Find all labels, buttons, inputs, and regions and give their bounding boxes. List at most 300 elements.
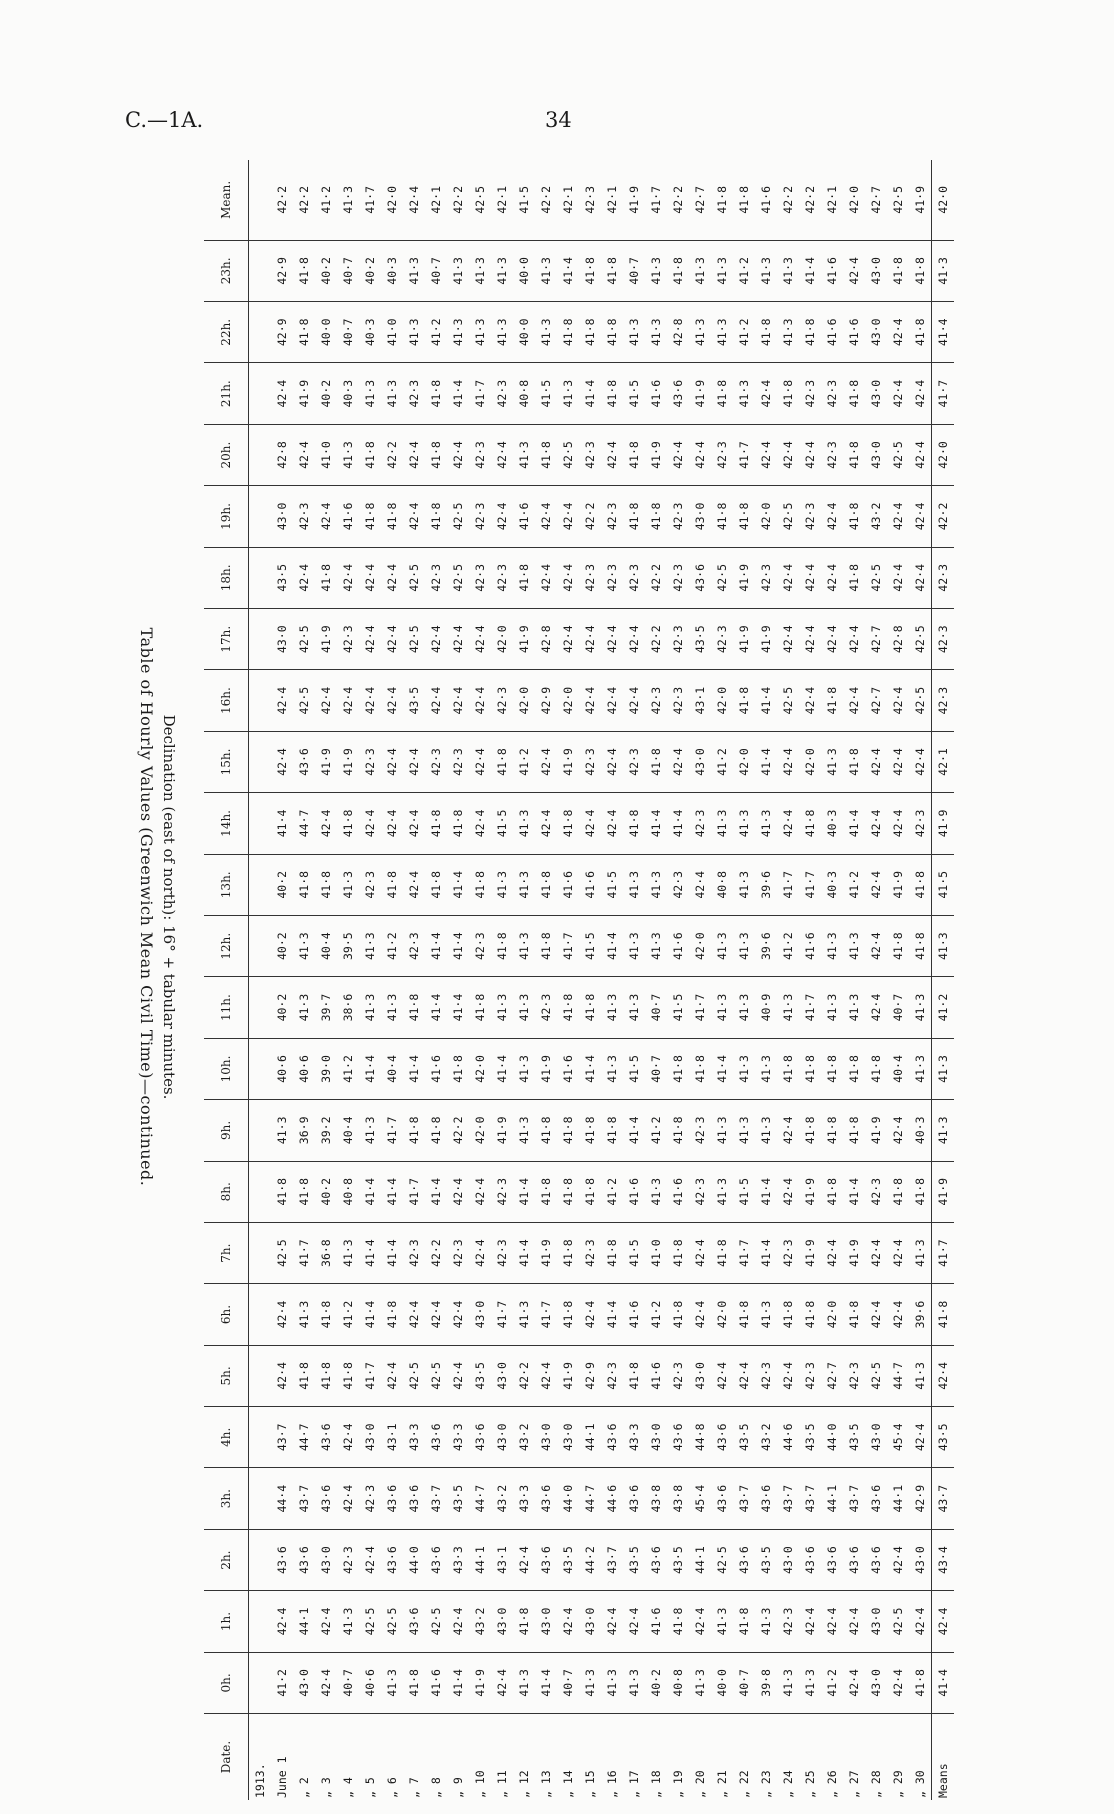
table-cell: 42·3 [403, 363, 425, 424]
table-cell: 42·3 [777, 1591, 799, 1652]
means-row [932, 160, 955, 1800]
table-cell: 41·6 [645, 363, 667, 424]
table-cell: 42·5 [425, 1591, 447, 1652]
table-cell: 42·4 [557, 547, 579, 608]
column-header: 5h. [204, 1345, 249, 1406]
table-cell: 41·6 [425, 1652, 447, 1713]
table-cell: 41·6 [645, 1345, 667, 1406]
table-cell: 43·6 [381, 1468, 403, 1529]
table-cell: 41·3 [623, 854, 645, 915]
table-cell: 42·3 [932, 547, 955, 608]
table-cell: 42·3 [623, 731, 645, 792]
table-cell: 41·8 [557, 793, 579, 854]
table-cell: 43·6 [667, 363, 689, 424]
table-cell: 43·7 [777, 1468, 799, 1529]
table-cell: 42·4 [579, 793, 601, 854]
table-cell: 43·6 [271, 1529, 293, 1590]
table-cell: 44·7 [293, 793, 315, 854]
table-cell: 41·3 [932, 1100, 955, 1161]
table-cell: 41·8 [315, 854, 337, 915]
table-cell: 41·3 [513, 977, 535, 1038]
table-cell: 41·9 [535, 1038, 557, 1099]
table-row [491, 160, 513, 1800]
table-cell: 43·6 [623, 1468, 645, 1529]
table-cell: „ 19 [671, 1770, 685, 1798]
table-cell: 42·1 [491, 160, 513, 240]
table-cell: 42·2 [667, 160, 689, 240]
table-cell: 42·4 [887, 1652, 909, 1713]
table-cell: 42·0 [689, 915, 711, 976]
column-header: 10h. [204, 1038, 249, 1099]
table-cell: „ 27 [847, 1770, 861, 1798]
table-cell: 41·4 [755, 731, 777, 792]
table-cell: 43·3 [447, 1529, 469, 1590]
table-cell: 40·6 [271, 1038, 293, 1099]
table-cell: 43·5 [447, 1468, 469, 1529]
table-cell: 42·1 [601, 160, 623, 240]
table-cell: 41·9 [689, 363, 711, 424]
table-cell: 42·5 [381, 1591, 403, 1652]
table-cell: 41·8 [623, 424, 645, 485]
table-cell: 41·3 [711, 793, 733, 854]
table-cell: 41·3 [909, 1345, 932, 1406]
table-cell: 41·4 [403, 1038, 425, 1099]
table-cell: 41·8 [777, 1284, 799, 1345]
table-cell: 42·4 [689, 1284, 711, 1345]
table-cell: 39·2 [315, 1100, 337, 1161]
table-cell: 36·9 [293, 1100, 315, 1161]
table-cell: 42·7 [865, 160, 887, 240]
table-cell: 42·0 [711, 1284, 733, 1345]
table-cell: 41·8 [865, 1038, 887, 1099]
table-cell: 42·0 [491, 609, 513, 670]
table-cell: 43·0 [469, 1284, 491, 1345]
table-cell: 42·4 [535, 1345, 557, 1406]
table-cell: 41·8 [843, 547, 865, 608]
table-cell: 41·5 [733, 1161, 755, 1222]
table-cell: 41·3 [469, 302, 491, 363]
table-cell: 41·8 [601, 1100, 623, 1161]
table-cell: 41·8 [755, 302, 777, 363]
table-cell: 41·9 [755, 609, 777, 670]
table-cell: 42·3 [689, 1161, 711, 1222]
table-cell: 42·3 [337, 609, 359, 670]
table-cell: 41·3 [932, 240, 955, 301]
table-cell: 41·8 [293, 240, 315, 301]
table-cell: 42·2 [535, 160, 557, 240]
table-cell: 41·8 [337, 1345, 359, 1406]
table-cell: 44·0 [557, 1468, 579, 1529]
table-cell: 39·7 [315, 977, 337, 1038]
table-cell: 41·9 [469, 1652, 491, 1713]
table-cell: 41·2 [513, 731, 535, 792]
table-cell: 41·9 [557, 731, 579, 792]
table-cell: 41·8 [557, 302, 579, 363]
table-row [293, 160, 315, 1800]
table-cell: 41·2 [381, 915, 403, 976]
table-cell: 41·5 [623, 1038, 645, 1099]
table-cell: 43·0 [315, 1529, 337, 1590]
table-cell: 42·4 [821, 547, 843, 608]
table-row [337, 160, 359, 1800]
table-cell: 41·7 [469, 363, 491, 424]
table-cell: 40·3 [909, 1100, 932, 1161]
column-header: 4h. [204, 1407, 249, 1468]
table-cell: 42·4 [579, 670, 601, 731]
table-cell: 41·8 [909, 240, 932, 301]
table-cell: 41·6 [623, 1161, 645, 1222]
table-cell: 41·3 [821, 977, 843, 1038]
table-cell: 41·8 [293, 302, 315, 363]
table-cell: 41·8 [425, 424, 447, 485]
table-cell: 41·8 [293, 854, 315, 915]
table-cell: 43·0 [557, 1407, 579, 1468]
table-cell: 41·4 [447, 363, 469, 424]
table-cell: 45·4 [689, 1468, 711, 1529]
table-cell: 38·6 [337, 977, 359, 1038]
table-cell: 42·5 [865, 547, 887, 608]
table-cell: 40·4 [887, 1038, 909, 1099]
column-header: 11h. [204, 977, 249, 1038]
table-cell: 40·3 [821, 854, 843, 915]
table-cell: 41·3 [821, 731, 843, 792]
table-cell: 42·4 [293, 547, 315, 608]
table-cell: 42·4 [601, 793, 623, 854]
table-cell: 41·6 [667, 915, 689, 976]
table-cell: 43·0 [491, 1407, 513, 1468]
table-cell: 42·3 [579, 731, 601, 792]
table-cell: 42·4 [909, 424, 932, 485]
table-cell: 41·2 [337, 1038, 359, 1099]
table-cell: 41·8 [601, 240, 623, 301]
table-cell: 41·5 [513, 160, 535, 240]
table-cell: 42·4 [337, 670, 359, 731]
table-cell: 42·4 [733, 1345, 755, 1406]
table-cell: 41·7 [557, 915, 579, 976]
table-cell: 43·6 [293, 1529, 315, 1590]
table-cell [249, 1284, 272, 1345]
table-cell: 41·3 [557, 363, 579, 424]
table-cell: 41·3 [755, 793, 777, 854]
table-cell: 41·2 [645, 1100, 667, 1161]
table-cell: 41·8 [513, 1591, 535, 1652]
table-cell: 42·3 [425, 731, 447, 792]
table-cell: 41·4 [557, 240, 579, 301]
table-cell: 41·3 [513, 793, 535, 854]
table-cell: 41·7 [645, 160, 667, 240]
table-cell: „ 2 [297, 1777, 311, 1798]
table-cell: 43·0 [645, 1407, 667, 1468]
table-cell: 41·3 [447, 302, 469, 363]
table-cell: 42·2 [799, 160, 821, 240]
table-cell: 43·6 [535, 1468, 557, 1529]
table-row [843, 160, 865, 1800]
table-cell: 42·3 [403, 915, 425, 976]
year-label: 1913. [253, 1763, 267, 1798]
table-cell: 43·7 [425, 1468, 447, 1529]
table-cell: 41·8 [909, 915, 932, 976]
table-cell: 41·8 [733, 670, 755, 731]
column-header: 16h. [204, 670, 249, 731]
table-cell: 42·4 [469, 793, 491, 854]
table-cell [249, 1222, 272, 1283]
table-cell: 42·4 [689, 1591, 711, 1652]
table-cell: 41·8 [337, 793, 359, 854]
table-cell: 41·7 [932, 1222, 955, 1283]
table-cell: 40·9 [755, 977, 777, 1038]
table-cell: 42·9 [579, 1345, 601, 1406]
table-cell: 41·2 [733, 240, 755, 301]
table-cell: 41·8 [403, 1100, 425, 1161]
table-cell: 42·4 [403, 424, 425, 485]
table-cell: 44·7 [469, 1468, 491, 1529]
table-cell: 41·3 [777, 240, 799, 301]
table-cell: 41·8 [689, 1038, 711, 1099]
table-cell: 41·2 [425, 302, 447, 363]
table-cell: 42·3 [447, 1222, 469, 1283]
table-cell: 42·4 [491, 486, 513, 547]
table-row [689, 160, 711, 1800]
table-cell: 42·3 [403, 1222, 425, 1283]
table-cell [249, 977, 272, 1038]
table-cell: 42·0 [513, 670, 535, 731]
table-cell: 41·9 [337, 731, 359, 792]
table-cell [249, 160, 272, 240]
table-cell: 41·8 [513, 547, 535, 608]
table-cell: 42·2 [932, 486, 955, 547]
table-cell: 41·4 [513, 1161, 535, 1222]
table-cell: 43·8 [667, 1468, 689, 1529]
table-cell: 42·2 [645, 609, 667, 670]
table-cell: 41·3 [381, 977, 403, 1038]
table-cell: 41·3 [381, 1652, 403, 1713]
table-cell: 42·3 [932, 609, 955, 670]
table-row [469, 160, 491, 1800]
table-cell: 42·4 [887, 1100, 909, 1161]
table-cell: „ 16 [605, 1770, 619, 1798]
table-cell: 42·4 [535, 547, 557, 608]
table-cell: 41·8 [557, 1284, 579, 1345]
table-cell: 41·2 [271, 1652, 293, 1713]
table-cell: 42·2 [447, 160, 469, 240]
table-cell: 41·3 [843, 915, 865, 976]
table-cell: 41·8 [909, 302, 932, 363]
table-cell: 41·7 [381, 1100, 403, 1161]
table-cell [249, 854, 272, 915]
table-cell: 42·5 [865, 1345, 887, 1406]
table-cell: 43·0 [535, 1591, 557, 1652]
table-cell: 41·9 [799, 1222, 821, 1283]
table-cell: 42·4 [447, 1345, 469, 1406]
table-cell: 41·8 [821, 670, 843, 731]
table-cell: 42·4 [887, 302, 909, 363]
table-cell: 41·3 [293, 1284, 315, 1345]
table-cell: 42·4 [315, 1591, 337, 1652]
table-cell: 41·8 [777, 1038, 799, 1099]
table-cell: 41·8 [799, 793, 821, 854]
table-cell: 41·3 [337, 424, 359, 485]
table-cell: 40·7 [645, 977, 667, 1038]
table-row [733, 160, 755, 1800]
table-cell: 40·2 [271, 915, 293, 976]
table-cell: 43·6 [689, 547, 711, 608]
table-cell: 41·8 [711, 486, 733, 547]
table-cell: 41·5 [601, 854, 623, 915]
table-cell: 42·0 [711, 670, 733, 731]
table-cell: 42·4 [909, 1591, 932, 1652]
table-cell: 40·0 [315, 302, 337, 363]
table-cell: 44·2 [579, 1529, 601, 1590]
column-header: 15h. [204, 731, 249, 792]
table-cell: 42·5 [711, 547, 733, 608]
table-cell: 43·6 [667, 1407, 689, 1468]
table-cell: 41·3 [513, 1100, 535, 1161]
table-cell: 42·4 [513, 1529, 535, 1590]
table-cell: 43·6 [843, 1529, 865, 1590]
table-cell: 42·4 [623, 670, 645, 731]
table-cell: 44·6 [777, 1407, 799, 1468]
table-cell: 40·3 [359, 302, 381, 363]
table-cell: 41·8 [425, 486, 447, 547]
table-cell: 43·3 [403, 1407, 425, 1468]
table-cell: 41·4 [425, 977, 447, 1038]
table-cell: 42·4 [601, 670, 623, 731]
table-cell: 41·8 [271, 1161, 293, 1222]
column-header: 20h. [204, 424, 249, 485]
table-cell: 41·8 [799, 302, 821, 363]
table-cell: 43·6 [865, 1468, 887, 1529]
table-cell: 43·6 [799, 1529, 821, 1590]
table-cell: 42·4 [359, 547, 381, 608]
table-cell: 42·0 [469, 1038, 491, 1099]
table-cell: 42·4 [557, 1591, 579, 1652]
header-row [204, 160, 249, 1800]
table-cell: 41·8 [293, 1161, 315, 1222]
table-row [667, 160, 689, 1800]
table-row [821, 160, 843, 1800]
table-cell: 42·4 [909, 486, 932, 547]
table-cell: 42·5 [469, 160, 491, 240]
table-cell: 41·3 [777, 977, 799, 1038]
table-cell: 42·3 [601, 486, 623, 547]
table-cell: 41·8 [381, 854, 403, 915]
table-cell: 41·3 [733, 915, 755, 976]
table-cell: 42·4 [403, 854, 425, 915]
table-cell: 41·8 [667, 1591, 689, 1652]
column-header: 18h. [204, 547, 249, 608]
table-cell: 42·5 [909, 609, 932, 670]
table-cell: 43·2 [865, 486, 887, 547]
table-cell: 42·9 [535, 670, 557, 731]
table-cell: 41·8 [315, 547, 337, 608]
table-cell: 43·0 [293, 1652, 315, 1713]
table-cell: „ 29 [891, 1770, 905, 1798]
table-cell: 42·3 [645, 670, 667, 731]
table-cell: 43·6 [821, 1529, 843, 1590]
table-cell: 43·1 [491, 1529, 513, 1590]
table-cell: 44·7 [293, 1407, 315, 1468]
page-header-left: C.—1A. [125, 108, 204, 132]
table-cell [249, 1345, 272, 1406]
table-cell: „ 9 [451, 1777, 465, 1798]
table-cell: 40·7 [425, 240, 447, 301]
table-cell: 41·8 [293, 1345, 315, 1406]
table-cell: 41·6 [579, 854, 601, 915]
table-cell [249, 547, 272, 608]
table-cell: 41·8 [579, 977, 601, 1038]
table-cell: „ 6 [385, 1777, 399, 1798]
table-cell: 45·4 [887, 1407, 909, 1468]
table-cell: 41·8 [843, 1100, 865, 1161]
table-cell: 41·6 [667, 1161, 689, 1222]
table-cell: 42·5 [293, 670, 315, 731]
table-cell: 41·8 [403, 977, 425, 1038]
table-cell: 41·3 [755, 1038, 777, 1099]
table-cell: 41·4 [447, 915, 469, 976]
table-cell: 41·3 [271, 1100, 293, 1161]
table-cell: 42·4 [909, 363, 932, 424]
table-cell: 41·4 [447, 977, 469, 1038]
table-cell: 42·4 [887, 1284, 909, 1345]
table-cell: 41·8 [425, 1100, 447, 1161]
table-cell: 41·3 [403, 302, 425, 363]
table-cell: 41·5 [535, 363, 557, 424]
table-cell: 41·4 [513, 1222, 535, 1283]
table-cell: 42·4 [381, 670, 403, 731]
table-cell: 41·3 [491, 854, 513, 915]
table-cell: 41·3 [403, 240, 425, 301]
table-cell: 41·7 [733, 424, 755, 485]
table-cell: 42·4 [777, 424, 799, 485]
table-cell: 41·4 [381, 1222, 403, 1283]
table-cell: 41·3 [711, 302, 733, 363]
table-cell: 42·3 [359, 854, 381, 915]
table-cell: „ 10 [473, 1770, 487, 1798]
table-cell: 40·0 [513, 302, 535, 363]
table-row [315, 160, 337, 1800]
table-cell: 42·2 [777, 160, 799, 240]
table-cell: 42·3 [535, 977, 557, 1038]
table-cell: 41·3 [601, 977, 623, 1038]
table-cell: 41·8 [315, 1284, 337, 1345]
table-cell: 42·4 [865, 854, 887, 915]
table-cell: 43·5 [623, 1529, 645, 1590]
table-cell: 42·4 [315, 1652, 337, 1713]
table-cell: 42·7 [821, 1345, 843, 1406]
table-cell: 41·0 [645, 1222, 667, 1283]
table-cell: 42·4 [843, 240, 865, 301]
table-cell [249, 1529, 272, 1590]
hourly-values-table [204, 160, 954, 1800]
table-cell: 41·2 [711, 731, 733, 792]
table-cell: 42·4 [359, 609, 381, 670]
year-row [249, 160, 272, 1800]
table-cell: 42·2 [271, 160, 293, 240]
table-cell: 42·4 [447, 609, 469, 670]
table-cell: 40·4 [337, 1100, 359, 1161]
table-cell: „ 11 [495, 1770, 509, 1798]
table-cell: 41·3 [843, 977, 865, 1038]
table-cell: 41·3 [733, 854, 755, 915]
table-cell: 41·2 [645, 1284, 667, 1345]
table-cell [249, 240, 272, 301]
table-cell: 40·6 [293, 1038, 315, 1099]
table-cell: 42·4 [271, 670, 293, 731]
table-cell [249, 731, 272, 792]
table-cell: 44·1 [293, 1591, 315, 1652]
table-cell: 42·4 [535, 793, 557, 854]
column-header: Date. [204, 1714, 249, 1800]
